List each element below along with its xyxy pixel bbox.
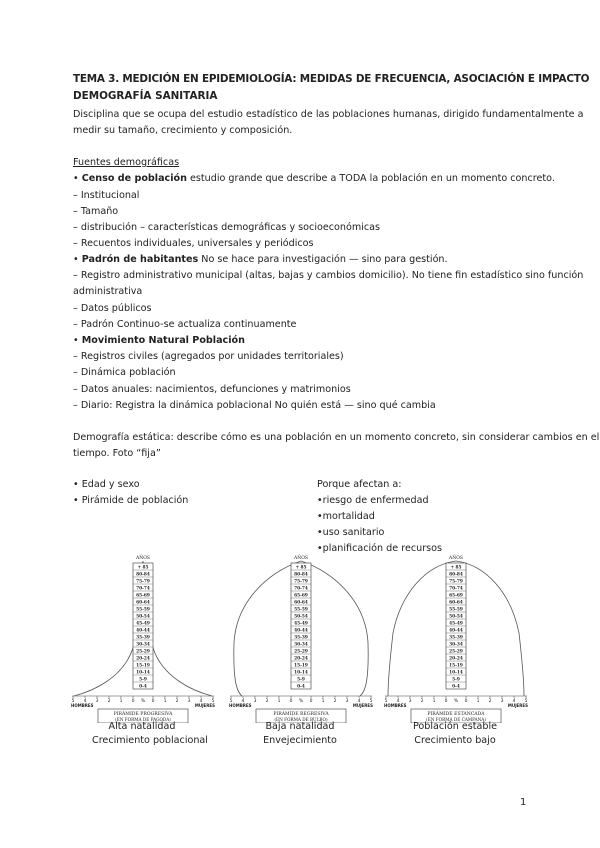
percent-label: % bbox=[140, 699, 146, 704]
tick-label: 1 bbox=[119, 699, 123, 704]
tick-label: 4 bbox=[199, 699, 203, 704]
tick-label: 5 bbox=[211, 699, 215, 704]
right-list-item: Porque afectan a: bbox=[317, 479, 402, 490]
age-label: 50-54 bbox=[136, 614, 150, 620]
age-label: 30-34 bbox=[136, 642, 150, 648]
list-item: – distribución – características demográficas y socioeconómicas bbox=[73, 222, 381, 233]
age-label: 25-29 bbox=[449, 649, 463, 655]
list-item: – Tamaño bbox=[73, 206, 119, 217]
age-label: 75-79 bbox=[136, 579, 150, 585]
tick-label: 3 bbox=[345, 699, 349, 704]
percent-label: % bbox=[298, 699, 304, 704]
tick-label: 2 bbox=[488, 699, 492, 704]
estatica-line: Demografía estática: describe cómo es una población en un momento concreto, sin considerar cambios en el bbox=[73, 432, 600, 443]
censo-desc: estudio grande que describe a TODA la población en un momento concreto. bbox=[186, 173, 555, 184]
tick-label: 3 bbox=[253, 699, 257, 704]
age-label: 20-24 bbox=[449, 656, 463, 662]
age-label: 65-69 bbox=[449, 593, 463, 599]
age-label: 45-49 bbox=[136, 621, 150, 627]
age-label: 45-49 bbox=[449, 621, 463, 627]
age-label: 10-14 bbox=[449, 670, 463, 676]
intro-line: Disciplina que se ocupa del estudio estadístico de las poblaciones humanas, dirigido fundamentalmente a bbox=[73, 109, 584, 120]
right-list-item: •uso sanitario bbox=[317, 527, 385, 538]
right-list-item: •riesgo de enfermedad bbox=[317, 495, 429, 506]
age-label: + 85 bbox=[450, 565, 462, 571]
anos-label: AÑOS bbox=[449, 556, 463, 561]
hombres-label: HOMBRES bbox=[229, 703, 252, 708]
pyramid-subtitle: (EN FORMA DE PAGODA) bbox=[115, 717, 171, 722]
pyramid-subtitle: (EN FORMA DE CAMPANA) bbox=[426, 717, 486, 722]
list-item: – Registro administrativo municipal (altas, bajas y cambios domicilio). No tiene fin estadístico sino función bbox=[73, 270, 584, 281]
age-label: + 85 bbox=[295, 565, 307, 571]
tick-label: 3 bbox=[500, 699, 504, 704]
padron-title: Padrón de habitantes bbox=[81, 254, 199, 265]
caption-line: Envejecimiento bbox=[263, 735, 337, 746]
pyramid-name: PIRÁMIDE PROGRESIVA bbox=[113, 712, 173, 717]
age-label: 15-19 bbox=[136, 663, 150, 669]
fuentes-heading: Fuentes demográficas bbox=[73, 157, 180, 168]
age-label: + 85 bbox=[137, 565, 149, 571]
tick-label: 1 bbox=[432, 699, 436, 704]
age-label: 20-24 bbox=[136, 656, 150, 662]
age-label: 80-84 bbox=[449, 572, 463, 578]
age-label: 5-9 bbox=[297, 677, 305, 683]
movimiento-line bbox=[73, 334, 245, 347]
pyramid-estancada bbox=[381, 553, 531, 723]
tick-label: 4 bbox=[396, 699, 400, 704]
age-label: 55-59 bbox=[136, 607, 150, 613]
tick-label: 2 bbox=[265, 699, 269, 704]
age-label: 60-64 bbox=[136, 600, 150, 606]
hombres-label: HOMBRES bbox=[71, 703, 94, 708]
pyramid-regresiva bbox=[226, 553, 376, 723]
caption-line: Crecimiento poblacional bbox=[92, 735, 208, 746]
tick-label: 5 bbox=[71, 699, 75, 704]
movimiento-title: Movimiento Natural Población bbox=[81, 335, 245, 346]
percent-label: % bbox=[453, 699, 459, 704]
tick-label: 5 bbox=[229, 699, 233, 704]
age-label: 35-39 bbox=[136, 635, 150, 641]
tick-label: 4 bbox=[241, 699, 245, 704]
tick-label: 2 bbox=[420, 699, 424, 704]
anos-label: AÑOS bbox=[136, 556, 150, 561]
pyramid-name: PIRÁMIDE ESTANCADA bbox=[427, 712, 485, 717]
hombres-label: HOMBRES bbox=[384, 703, 407, 708]
tick-label: 2 bbox=[333, 699, 337, 704]
tick-label: 5 bbox=[384, 699, 388, 704]
list-item: – Datos anuales: nacimientos, defunciones y matrimonios bbox=[73, 384, 351, 395]
document-title: TEMA 3. MEDICIÓN EN EPIDEMIOLOGÍA: MEDIDAS DE FRECUENCIA, ASOCIACIÓN E IMPACTO bbox=[73, 73, 590, 85]
age-label: 60-64 bbox=[294, 600, 308, 606]
list-item: – Recuentos individuales, universales y periódicos bbox=[73, 238, 314, 249]
caption-line: Alta natalidad bbox=[108, 721, 176, 732]
right-list-item: •planificación de recursos bbox=[317, 543, 443, 554]
tick-label: 4 bbox=[357, 699, 361, 704]
pyramid-name: PIRÁMIDE REGRESIVA bbox=[273, 712, 329, 717]
intro-line: medir su tamaño, crecimiento y composición. bbox=[73, 125, 293, 136]
age-label: 0-4 bbox=[452, 684, 460, 690]
age-label: 25-29 bbox=[294, 649, 308, 655]
age-label: 65-69 bbox=[136, 593, 150, 599]
age-label: 75-79 bbox=[294, 579, 308, 585]
age-label: 40-44 bbox=[136, 628, 150, 634]
tick-label: 0 bbox=[131, 699, 135, 704]
padron-line bbox=[73, 253, 448, 266]
list-item: – Institucional bbox=[73, 190, 140, 201]
mujeres-label: MUJERES bbox=[194, 703, 215, 708]
tick-label: 4 bbox=[512, 699, 516, 704]
pyramid-svg bbox=[381, 553, 531, 723]
age-label: 10-14 bbox=[294, 670, 308, 676]
caption-line: Baja natalidad bbox=[265, 721, 335, 732]
tick-label: 0 bbox=[309, 699, 313, 704]
age-label: 15-19 bbox=[449, 663, 463, 669]
page-number: 1 bbox=[520, 797, 527, 808]
caption-1 bbox=[92, 720, 208, 748]
age-label: 20-24 bbox=[294, 656, 308, 662]
tick-label: 0 bbox=[444, 699, 448, 704]
list-item: – Registros civiles (agregados por unidades territoriales) bbox=[73, 351, 344, 362]
age-label: 50-54 bbox=[449, 614, 463, 620]
age-label: 55-59 bbox=[449, 607, 463, 613]
age-label: 70-74 bbox=[136, 586, 150, 592]
tick-label: 2 bbox=[107, 699, 111, 704]
age-label: 35-39 bbox=[449, 635, 463, 641]
pyramid-subtitle: (EN FORMA DE BULBO) bbox=[274, 717, 328, 722]
list-item: – Padrón Continuo-se actualiza continuamente bbox=[73, 319, 297, 330]
pyramid-svg bbox=[226, 553, 376, 723]
list-item: – Dinámica población bbox=[73, 367, 176, 378]
tick-label: 3 bbox=[95, 699, 99, 704]
age-label: 40-44 bbox=[294, 628, 308, 634]
right-list-item: •mortalidad bbox=[317, 511, 375, 522]
age-label: 75-79 bbox=[449, 579, 463, 585]
age-label: 5-9 bbox=[452, 677, 460, 683]
tick-label: 1 bbox=[476, 699, 480, 704]
age-label: 35-39 bbox=[294, 635, 308, 641]
pyramid-progresiva bbox=[68, 553, 218, 723]
caption-2 bbox=[250, 720, 350, 748]
tick-label: 1 bbox=[277, 699, 281, 704]
mujeres-label: MUJERES bbox=[507, 703, 528, 708]
caption-line: Crecimiento bajo bbox=[414, 735, 496, 746]
age-label: 60-64 bbox=[449, 600, 463, 606]
age-label: 15-19 bbox=[294, 663, 308, 669]
age-label: 50-54 bbox=[294, 614, 308, 620]
age-label: 10-14 bbox=[136, 670, 150, 676]
age-label: 70-74 bbox=[294, 586, 308, 592]
tick-label: 2 bbox=[175, 699, 179, 704]
age-label: 0-4 bbox=[297, 684, 305, 690]
estatica-line: tiempo. Foto “fija” bbox=[73, 448, 161, 459]
list-item: – Diario: Registra la dinámica poblacional No quién está — sino qué cambia bbox=[73, 400, 436, 411]
tick-label: 1 bbox=[321, 699, 325, 704]
tick-label: 3 bbox=[187, 699, 191, 704]
anos-label: AÑOS bbox=[294, 556, 308, 561]
list-item: – Datos públicos bbox=[73, 303, 152, 314]
age-label: 55-59 bbox=[294, 607, 308, 613]
tick-label: 5 bbox=[524, 699, 528, 704]
bullet: • bbox=[73, 173, 79, 184]
list-item: administrativa bbox=[73, 286, 143, 297]
censo-line bbox=[73, 172, 555, 185]
age-label: 80-84 bbox=[294, 572, 308, 578]
bullet: • bbox=[73, 254, 79, 265]
age-label: 45-49 bbox=[294, 621, 308, 627]
age-label: 5-9 bbox=[139, 677, 147, 683]
bullet: • bbox=[73, 335, 79, 346]
age-label: 65-69 bbox=[294, 593, 308, 599]
caption-line: Población estable bbox=[412, 721, 498, 732]
tick-label: 0 bbox=[464, 699, 468, 704]
age-label: 70-74 bbox=[449, 586, 463, 592]
tick-label: 0 bbox=[151, 699, 155, 704]
age-label: 30-34 bbox=[449, 642, 463, 648]
tick-label: 0 bbox=[289, 699, 293, 704]
age-label: 0-4 bbox=[139, 684, 147, 690]
age-label: 80-84 bbox=[136, 572, 150, 578]
caption-3 bbox=[405, 720, 505, 748]
left-list-item: • Pirámide de población bbox=[73, 495, 189, 506]
left-list-item: • Edad y sexo bbox=[73, 479, 140, 490]
age-label: 30-34 bbox=[294, 642, 308, 648]
mujeres-label: MUJERES bbox=[352, 703, 373, 708]
pyramid-svg bbox=[68, 553, 218, 723]
tick-label: 1 bbox=[163, 699, 167, 704]
tick-label: 3 bbox=[408, 699, 412, 704]
age-label: 40-44 bbox=[449, 628, 463, 634]
padron-desc: No se hace para investigación — sino para gestión. bbox=[198, 254, 448, 265]
tick-label: 4 bbox=[83, 699, 87, 704]
censo-title: Censo de población bbox=[81, 173, 187, 184]
section-title: DEMOGRAFÍA SANITARIA bbox=[73, 90, 218, 102]
age-label: 25-29 bbox=[136, 649, 150, 655]
tick-label: 5 bbox=[369, 699, 373, 704]
